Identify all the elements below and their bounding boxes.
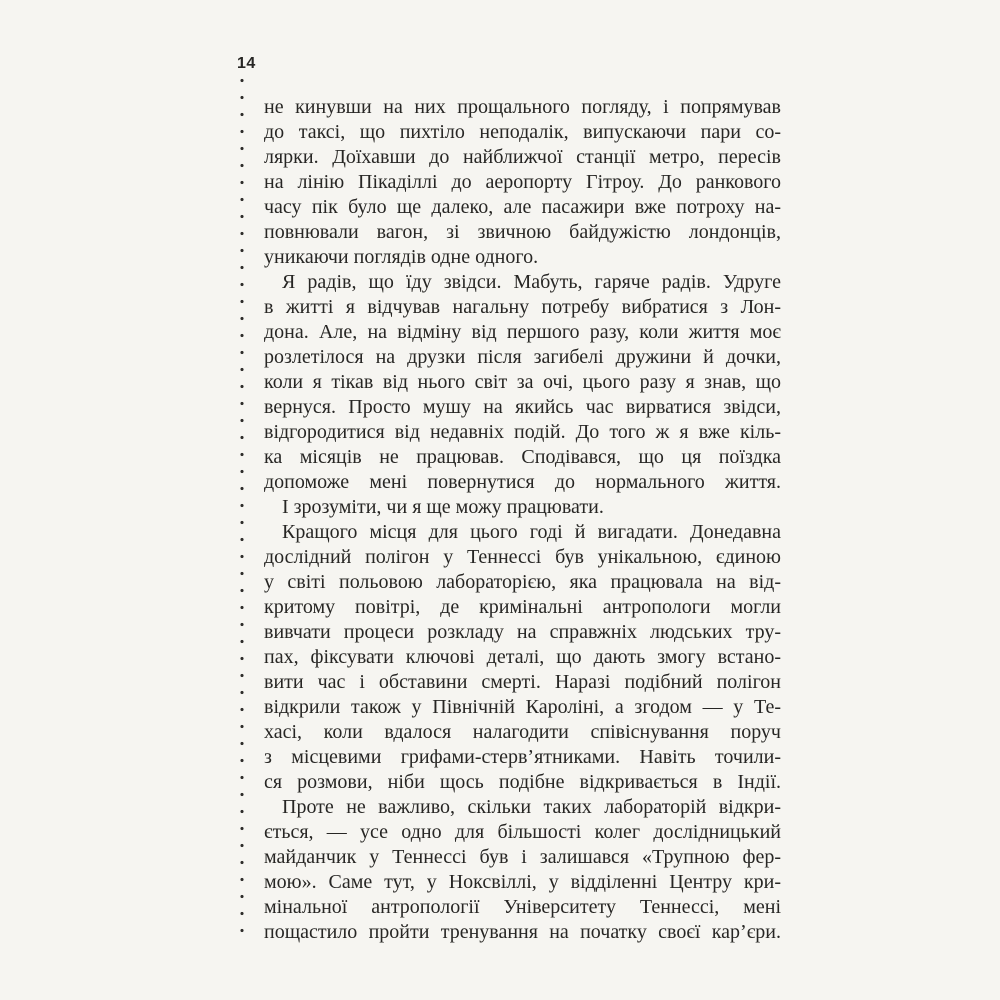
text-line: ка місяців не працював. Сподівався, що ця поїздка <box>264 446 781 468</box>
text-line: мою». Саме тут, у Ноксвіллі, у відділенні Центру кри- <box>264 871 781 893</box>
text-line: до таксі, що пихтіло неподалік, випускаючи пари со- <box>264 121 781 143</box>
text-line: вити час і обставини смерті. Наразі подібний полігон <box>264 671 781 693</box>
text-line: відгородитися від недавніх подій. До того ж я вже кіль- <box>264 421 781 443</box>
text-line: лярки. Доїхавши до найближчої станції метро, пересів <box>264 146 781 168</box>
text-line: коли я тікав від нього світ за очі, цього разу я знав, що <box>264 371 781 393</box>
text-line: уникаючи поглядів одне одного. <box>264 246 539 268</box>
paragraph <box>264 795 781 945</box>
text-line: Кращого місця для цього годі й вигадати. Донедавна <box>282 521 781 543</box>
text-line: мінальної антропології Університету Теннессі, мені <box>264 896 781 918</box>
text-line: пощастило пройти тренування на початку своєї кар’єри. <box>264 921 781 943</box>
text-line: на лінію Пікаділлі до аеропорту Гітроу. До ранкового <box>264 171 781 193</box>
paragraph <box>264 495 781 520</box>
text-line: відкрили також у Північній Кароліні, а згодом — у Те- <box>264 696 781 718</box>
text-line: майданчик у Теннессі був і залишався «Трупною фер- <box>264 846 781 868</box>
text-line: Проте не важливо, скільки таких лабораторій відкри- <box>282 796 781 818</box>
text-line: у світі польовою лабораторією, яка працювала на від- <box>264 571 781 593</box>
page-number: 14 <box>237 55 256 72</box>
text-line: Я радів, що їду звідси. Мабуть, гаряче радів. Удруге <box>282 271 781 293</box>
paragraph <box>264 95 781 270</box>
text-line: в житті я відчував нагальну потребу вибратися з Лон- <box>264 296 781 318</box>
text-line: дона. Але, на відміну від першого разу, коли життя моє <box>264 321 781 343</box>
text-line: ється, — усе одно для більшості колег дослідницький <box>264 821 781 843</box>
text-line: І зрозуміти, чи я ще можу працювати. <box>282 496 604 518</box>
text-line: вивчати процеси розкладу на справжніх людських тру- <box>264 621 781 643</box>
text-line: часу пік було ще далеко, але пасажири вже потроху на- <box>264 196 781 218</box>
text-line: пах, фіксувати ключові деталі, що дають змогу встано- <box>264 646 781 668</box>
text-line: розлетілося на друзки після загибелі дружини й дочки, <box>264 346 781 368</box>
paragraph <box>264 520 781 795</box>
text-line: з місцевими грифами-стерв’ятниками. Навіть точили- <box>264 746 781 768</box>
text-line: хасі, коли вдалося налагодити співіснування поруч <box>264 721 781 743</box>
paragraph <box>264 270 781 495</box>
text-line: критому повітрі, де кримінальні антропологи могли <box>264 596 781 618</box>
text-line: повнювали вагон, зі звичною байдужістю лондонців, <box>264 221 781 243</box>
dotted-divider-line <box>240 72 244 939</box>
text-line: дослідний полігон у Теннессі був унікальною, єдиною <box>264 546 781 568</box>
body-text <box>264 95 781 945</box>
text-line: ся розмови, ніби щось подібне відкривається в Індії. <box>264 771 781 793</box>
text-line: допоможе мені повернутися до нормального життя. <box>264 471 781 493</box>
text-line: не кинувши на них прощального погляду, і попрямував <box>264 96 781 118</box>
text-line: вернуся. Просто мушу на якийсь час вирватися звідси, <box>264 396 781 418</box>
